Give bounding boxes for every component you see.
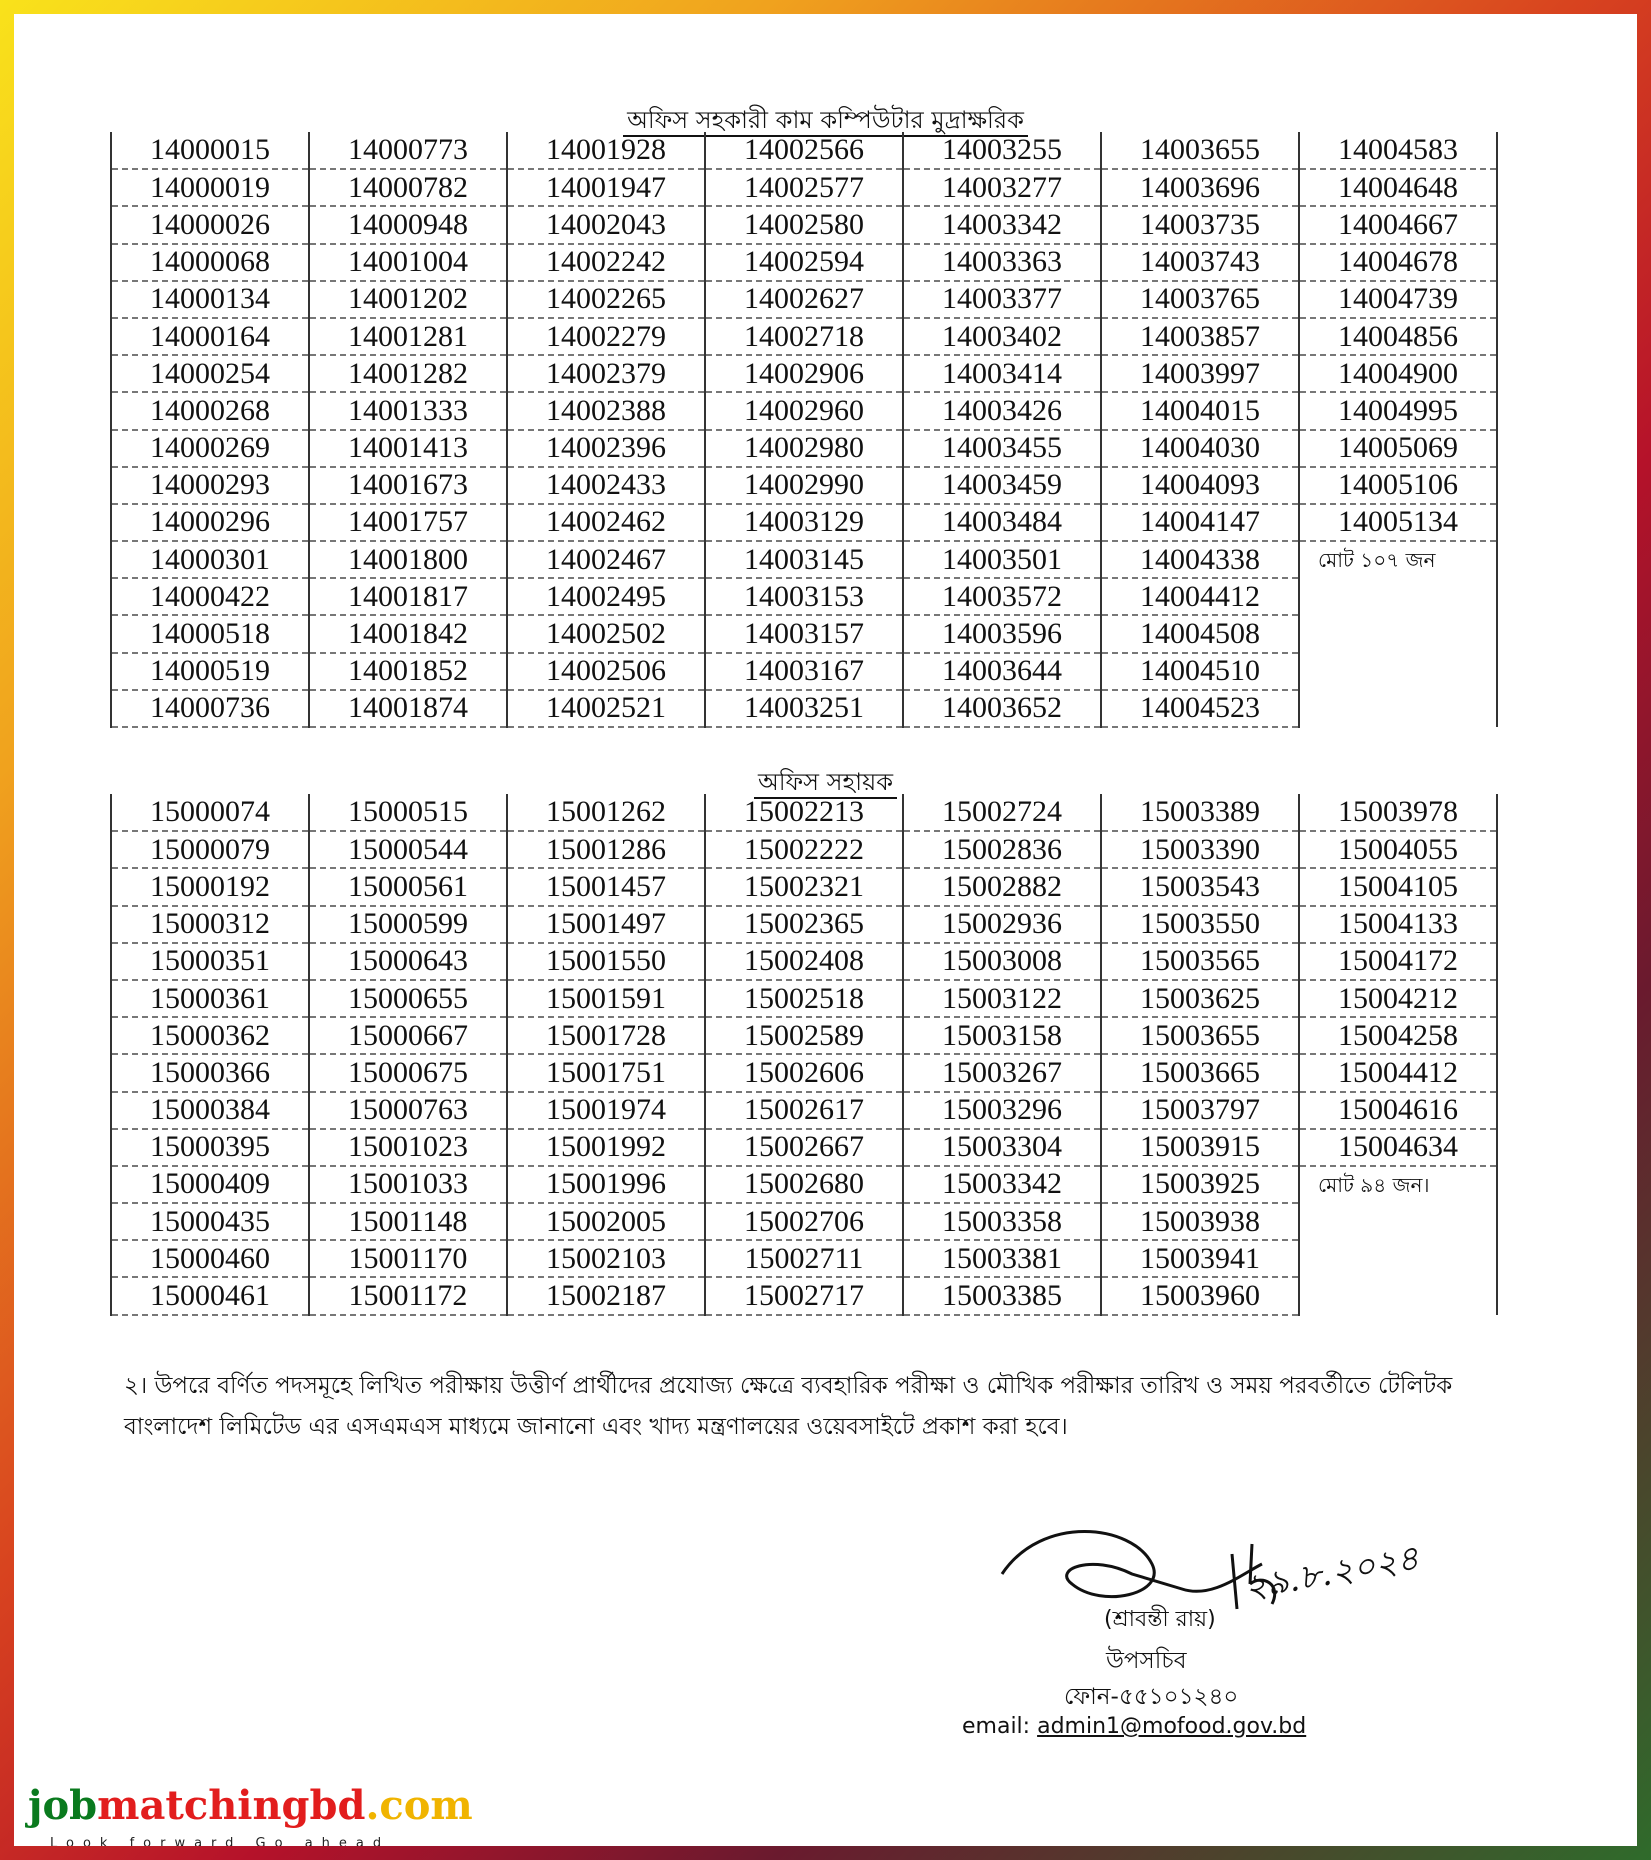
table-row — [111, 541, 1497, 578]
table-row — [111, 392, 1497, 429]
roll-number-cell: 15003304 — [903, 1129, 1101, 1166]
roll-number-cell: 14002242 — [507, 244, 705, 281]
roll-number-cell: 15003267 — [903, 1054, 1101, 1091]
roll-number-cell: 14005069 — [1299, 430, 1497, 467]
table-row — [111, 1277, 1497, 1314]
table-row — [111, 1203, 1497, 1240]
roll-number-cell: 14002467 — [507, 541, 705, 578]
roll-number-cell: 14000019 — [111, 169, 309, 206]
roll-number-cell: 14003153 — [705, 578, 903, 615]
roll-number-cell: 15003550 — [1101, 906, 1299, 943]
roll-number-cell: 14002265 — [507, 281, 705, 318]
roll-number-cell: 14002594 — [705, 244, 903, 281]
roll-number-cell: 15002213 — [705, 794, 903, 831]
roll-number-cell: 14003414 — [903, 355, 1101, 392]
empty-cell — [1299, 578, 1497, 615]
roll-number-cell: 14000254 — [111, 355, 309, 392]
roll-number-cell: 14004856 — [1299, 318, 1497, 355]
roll-number-cell: 14002980 — [705, 430, 903, 467]
signatory-name: (শ্রাবন্তী রায়) — [1104, 1607, 1216, 1632]
roll-number-cell: 14002960 — [705, 392, 903, 429]
roll-number-cell: 14000736 — [111, 690, 309, 727]
roll-number-cell: 15000409 — [111, 1166, 309, 1203]
roll-number-cell: 15003925 — [1101, 1166, 1299, 1203]
roll-number-cell: 14002379 — [507, 355, 705, 392]
roll-number-cell: 14002577 — [705, 169, 903, 206]
roll-number-cell: 15002103 — [507, 1240, 705, 1277]
roll-number-cell: 14003652 — [903, 690, 1101, 727]
roll-number-cell: 15002711 — [705, 1240, 903, 1277]
roll-number-cell: 14000134 — [111, 281, 309, 318]
table-row — [111, 1017, 1497, 1054]
roll-number-cell: 15000461 — [111, 1277, 309, 1314]
roll-number-cell: 15004105 — [1299, 868, 1497, 905]
roll-number-cell: 15003915 — [1101, 1129, 1299, 1166]
roll-number-cell: 15003543 — [1101, 868, 1299, 905]
roll-number-cell: 15002617 — [705, 1092, 903, 1129]
roll-number-cell: 14002718 — [705, 318, 903, 355]
roll-number-cell: 14003735 — [1101, 206, 1299, 243]
roll-number-cell: 15002717 — [705, 1277, 903, 1314]
roll-number-cell: 14004900 — [1299, 355, 1497, 392]
roll-number-cell: 14003459 — [903, 467, 1101, 504]
roll-number-cell: 14003167 — [705, 653, 903, 690]
roll-number-cell: 14003857 — [1101, 318, 1299, 355]
roll-number-cell: 14002396 — [507, 430, 705, 467]
roll-number-cell: 15002936 — [903, 906, 1101, 943]
signature-date: ২৯.৮.২০২৪ — [1241, 1538, 1422, 1609]
roll-number-cell: 15001591 — [507, 980, 705, 1017]
table-row — [111, 281, 1497, 318]
roll-number-cell: 14000773 — [309, 132, 507, 169]
roll-number-cell: 15003158 — [903, 1017, 1101, 1054]
roll-number-cell: 15003797 — [1101, 1092, 1299, 1129]
roll-number-cell: 15000362 — [111, 1017, 309, 1054]
roll-number-cell: 15001497 — [507, 906, 705, 943]
roll-number-cell: 14001281 — [309, 318, 507, 355]
roll-number-cell: 14003255 — [903, 132, 1101, 169]
roll-number-cell: 15003938 — [1101, 1203, 1299, 1240]
roll-number-cell: 15003342 — [903, 1166, 1101, 1203]
roll-number-cell: 14003696 — [1101, 169, 1299, 206]
roll-number-cell: 14003484 — [903, 504, 1101, 541]
roll-number-cell: 15001457 — [507, 868, 705, 905]
roll-number-cell: 14001757 — [309, 504, 507, 541]
roll-number-cell: 14000301 — [111, 541, 309, 578]
roll-number-cell: 15002222 — [705, 831, 903, 868]
roll-number-cell: 14000164 — [111, 318, 309, 355]
roll-number-cell: 14002462 — [507, 504, 705, 541]
roll-number-cell: 14004338 — [1101, 541, 1299, 578]
roll-number-cell: 15000395 — [111, 1129, 309, 1166]
section-title-text: অফিস সহায়ক — [754, 768, 897, 799]
roll-number-cell: 14001202 — [309, 281, 507, 318]
roll-number-cell: 14001004 — [309, 244, 507, 281]
roll-number-cell: 15004212 — [1299, 980, 1497, 1017]
total-count: মোট ৯৪ জন। — [1299, 1166, 1497, 1203]
table-row — [111, 1092, 1497, 1129]
roll-number-cell: 15001023 — [309, 1129, 507, 1166]
table-row — [111, 690, 1497, 727]
roll-number-cell: 15002724 — [903, 794, 1101, 831]
table-row — [111, 578, 1497, 615]
roll-number-cell: 14003743 — [1101, 244, 1299, 281]
roll-number-cell: 14004648 — [1299, 169, 1497, 206]
signatory-email — [962, 1714, 1306, 1739]
roll-number-cell: 15003565 — [1101, 943, 1299, 980]
roll-number-cell: 15002005 — [507, 1203, 705, 1240]
roll-number-cell: 14003644 — [903, 653, 1101, 690]
roll-number-cell: 15000667 — [309, 1017, 507, 1054]
section-title-text: অফিস সহকারী কাম কম্পিউটার মুদ্রাক্ষরিক — [623, 106, 1028, 137]
empty-cell — [1299, 1240, 1497, 1277]
roll-number-cell: 14000293 — [111, 467, 309, 504]
roll-number-cell: 14000948 — [309, 206, 507, 243]
roll-number-cell: 15003390 — [1101, 831, 1299, 868]
roll-number-cell: 15002589 — [705, 1017, 903, 1054]
roll-number-cell: 14001842 — [309, 615, 507, 652]
roll-number-cell: 14003426 — [903, 392, 1101, 429]
notice-paragraph: ২। উপরে বর্ণিত পদসমূহে লিখিত পরীক্ষায় উত্তীর্ণ প্রার্থীদের প্রযোজ্য ক্ষেত্রে ব্যবহারিক পরীক্ষা ও মৌখিক পরীক্ষার তারিখ ও সময় পরবর্তীতে টেলিটক বাংলাদেশ লিমিটেড এর এসএমএস মাধ্যমে জানানো এবং খাদ্য মন্ত্রণালয়ের ওয়েবসাইটে প্রকাশ করা হবে। — [124, 1373, 1453, 1440]
roll-number-cell: 14002627 — [705, 281, 903, 318]
roll-number-cell: 15002365 — [705, 906, 903, 943]
roll-number-cell: 14001282 — [309, 355, 507, 392]
roll-number-cell: 15003358 — [903, 1203, 1101, 1240]
roll-number-cell: 14004667 — [1299, 206, 1497, 243]
table-row — [111, 1240, 1497, 1277]
roll-number-cell: 15001992 — [507, 1129, 705, 1166]
empty-cell — [1299, 615, 1497, 652]
roll-number-cell: 15000192 — [111, 868, 309, 905]
roll-number-cell: 14004147 — [1101, 504, 1299, 541]
table-row — [111, 794, 1497, 831]
roll-number-cell: 14000068 — [111, 244, 309, 281]
roll-number-cell: 14004523 — [1101, 690, 1299, 727]
email-address-link[interactable]: admin1@mofood.gov.bd — [1037, 1714, 1307, 1739]
roll-number-cell: 14003251 — [705, 690, 903, 727]
roll-table-office-helper — [110, 794, 1498, 1316]
logo-part-job: job — [28, 1782, 98, 1829]
roll-number-cell: 15002667 — [705, 1129, 903, 1166]
table-row — [111, 831, 1497, 868]
roll-number-cell: 14003655 — [1101, 132, 1299, 169]
document-page — [14, 14, 1637, 1846]
table-row — [111, 355, 1497, 392]
roll-number-cell: 15002680 — [705, 1166, 903, 1203]
roll-number-cell: 15001550 — [507, 943, 705, 980]
roll-number-cell: 15004634 — [1299, 1129, 1497, 1166]
roll-number-cell: 15003385 — [903, 1277, 1101, 1314]
roll-number-cell: 15000351 — [111, 943, 309, 980]
table-row — [111, 1054, 1497, 1091]
roll-number-cell: 15003296 — [903, 1092, 1101, 1129]
roll-number-cell: 14003402 — [903, 318, 1101, 355]
roll-number-cell: 14000519 — [111, 653, 309, 690]
roll-number-cell: 15002882 — [903, 868, 1101, 905]
roll-number-cell: 14004678 — [1299, 244, 1497, 281]
roll-number-cell: 15002518 — [705, 980, 903, 1017]
roll-number-cell: 15000643 — [309, 943, 507, 980]
table-row — [111, 868, 1497, 905]
roll-number-cell: 15002606 — [705, 1054, 903, 1091]
signatory-designation: উপসচিব — [1106, 1648, 1187, 1674]
roll-number-cell: 14002279 — [507, 318, 705, 355]
roll-number-cell: 14003572 — [903, 578, 1101, 615]
roll-number-cell: 14003377 — [903, 281, 1101, 318]
roll-number-cell: 14004015 — [1101, 392, 1299, 429]
total-count: মোট ১০৭ জন — [1299, 541, 1497, 578]
roll-number-cell: 15004616 — [1299, 1092, 1497, 1129]
roll-number-cell: 14001800 — [309, 541, 507, 578]
roll-number-cell: 15003389 — [1101, 794, 1299, 831]
table-row — [111, 906, 1497, 943]
roll-number-cell: 14004412 — [1101, 578, 1299, 615]
table-row — [111, 1129, 1497, 1166]
roll-number-cell: 14004739 — [1299, 281, 1497, 318]
roll-number-cell: 14003277 — [903, 169, 1101, 206]
roll-number-cell: 14002990 — [705, 467, 903, 504]
roll-number-cell: 14003129 — [705, 504, 903, 541]
roll-number-cell: 15000361 — [111, 980, 309, 1017]
roll-number-cell: 15003381 — [903, 1240, 1101, 1277]
roll-number-cell: 15001996 — [507, 1166, 705, 1203]
roll-number-cell: 15000544 — [309, 831, 507, 868]
roll-number-cell: 15002706 — [705, 1203, 903, 1240]
site-watermark-logo — [28, 1782, 473, 1829]
roll-number-cell: 15003625 — [1101, 980, 1299, 1017]
roll-number-cell: 14003157 — [705, 615, 903, 652]
roll-number-cell: 14001673 — [309, 467, 507, 504]
roll-number-cell: 14000269 — [111, 430, 309, 467]
table-row — [111, 318, 1497, 355]
logo-tagline: Look forward Go ahead — [50, 1836, 391, 1846]
logo-part-domain: .com — [365, 1782, 473, 1829]
roll-number-cell: 15003665 — [1101, 1054, 1299, 1091]
roll-number-cell: 14000782 — [309, 169, 507, 206]
table-row — [111, 467, 1497, 504]
roll-number-cell: 14000026 — [111, 206, 309, 243]
roll-number-cell: 14001817 — [309, 578, 507, 615]
roll-number-cell: 14003145 — [705, 541, 903, 578]
roll-number-cell: 14000296 — [111, 504, 309, 541]
roll-number-cell: 15002321 — [705, 868, 903, 905]
table-row — [111, 244, 1497, 281]
empty-cell — [1299, 1277, 1497, 1314]
roll-number-cell: 14000268 — [111, 392, 309, 429]
roll-number-cell: 15000599 — [309, 906, 507, 943]
table-row — [111, 943, 1497, 980]
roll-number-cell: 14005106 — [1299, 467, 1497, 504]
roll-number-cell: 14004508 — [1101, 615, 1299, 652]
roll-number-cell: 14000518 — [111, 615, 309, 652]
roll-number-cell: 15002408 — [705, 943, 903, 980]
table-row — [111, 132, 1497, 169]
roll-number-cell: 14003765 — [1101, 281, 1299, 318]
logo-part-matching: matchingbd — [97, 1782, 366, 1829]
roll-number-cell: 15000460 — [111, 1240, 309, 1277]
roll-number-cell: 14000422 — [111, 578, 309, 615]
roll-number-cell: 15003655 — [1101, 1017, 1299, 1054]
roll-number-cell: 15001728 — [507, 1017, 705, 1054]
roll-number-cell: 14003342 — [903, 206, 1101, 243]
roll-number-cell: 15000074 — [111, 794, 309, 831]
roll-number-cell: 15003122 — [903, 980, 1101, 1017]
roll-number-cell: 14001852 — [309, 653, 507, 690]
roll-number-cell: 15000655 — [309, 980, 507, 1017]
roll-table-office-assistant-computer-typist — [110, 132, 1498, 728]
roll-number-cell: 15004055 — [1299, 831, 1497, 868]
table-row — [111, 206, 1497, 243]
roll-number-cell: 15002187 — [507, 1277, 705, 1314]
roll-number-cell: 15003978 — [1299, 794, 1497, 831]
roll-number-cell: 14004510 — [1101, 653, 1299, 690]
roll-number-cell: 15003941 — [1101, 1240, 1299, 1277]
roll-number-cell: 15000561 — [309, 868, 507, 905]
roll-number-cell: 14003596 — [903, 615, 1101, 652]
roll-number-cell: 15000435 — [111, 1203, 309, 1240]
roll-number-cell: 15000763 — [309, 1092, 507, 1129]
roll-number-cell: 14003363 — [903, 244, 1101, 281]
table-row — [111, 430, 1497, 467]
roll-number-cell: 14001874 — [309, 690, 507, 727]
roll-number-cell: 14004995 — [1299, 392, 1497, 429]
roll-number-cell: 15001170 — [309, 1240, 507, 1277]
roll-number-cell: 15001974 — [507, 1092, 705, 1129]
roll-number-cell: 14001947 — [507, 169, 705, 206]
roll-number-cell: 14002495 — [507, 578, 705, 615]
table-row — [111, 169, 1497, 206]
roll-number-cell: 15003008 — [903, 943, 1101, 980]
roll-number-cell: 14003455 — [903, 430, 1101, 467]
roll-number-cell: 14003501 — [903, 541, 1101, 578]
roll-number-cell: 15000079 — [111, 831, 309, 868]
roll-number-cell: 14002506 — [507, 653, 705, 690]
roll-number-cell: 14002043 — [507, 206, 705, 243]
signatory-phone: ফোন-৫৫১০১২৪০ — [1064, 1684, 1239, 1710]
roll-number-cell: 14001333 — [309, 392, 507, 429]
roll-number-cell: 15002836 — [903, 831, 1101, 868]
empty-cell — [1299, 1203, 1497, 1240]
roll-number-cell: 15001286 — [507, 831, 705, 868]
table-row — [111, 615, 1497, 652]
email-label: email: — [962, 1714, 1031, 1739]
roll-number-cell: 14005134 — [1299, 504, 1497, 541]
table-row — [111, 980, 1497, 1017]
table-row — [111, 653, 1497, 690]
roll-number-cell: 14002521 — [507, 690, 705, 727]
roll-number-cell: 14000015 — [111, 132, 309, 169]
roll-number-cell: 15000675 — [309, 1054, 507, 1091]
table-row — [111, 1166, 1497, 1203]
roll-number-cell: 15003960 — [1101, 1277, 1299, 1314]
table-row — [111, 504, 1497, 541]
roll-number-cell: 15004258 — [1299, 1017, 1497, 1054]
roll-number-cell: 14002566 — [705, 132, 903, 169]
roll-number-cell: 15000366 — [111, 1054, 309, 1091]
empty-cell — [1299, 690, 1497, 727]
roll-number-cell: 15000384 — [111, 1092, 309, 1129]
roll-number-cell: 15004133 — [1299, 906, 1497, 943]
roll-number-cell: 14002580 — [705, 206, 903, 243]
roll-number-cell: 15001148 — [309, 1203, 507, 1240]
roll-number-cell: 15004172 — [1299, 943, 1497, 980]
roll-number-cell: 15001262 — [507, 794, 705, 831]
roll-number-cell: 14001928 — [507, 132, 705, 169]
empty-cell — [1299, 653, 1497, 690]
roll-number-cell: 14001413 — [309, 430, 507, 467]
roll-number-cell: 14004030 — [1101, 430, 1299, 467]
roll-number-cell: 14002502 — [507, 615, 705, 652]
roll-number-cell: 15000312 — [111, 906, 309, 943]
roll-number-cell: 14004093 — [1101, 467, 1299, 504]
roll-number-cell: 14002433 — [507, 467, 705, 504]
roll-number-cell: 15001172 — [309, 1277, 507, 1314]
roll-number-cell: 15001033 — [309, 1166, 507, 1203]
roll-number-cell: 15004412 — [1299, 1054, 1497, 1091]
roll-number-cell: 15001751 — [507, 1054, 705, 1091]
roll-number-cell: 14004583 — [1299, 132, 1497, 169]
roll-number-cell: 14002388 — [507, 392, 705, 429]
roll-number-cell: 14003997 — [1101, 355, 1299, 392]
roll-number-cell: 14002906 — [705, 355, 903, 392]
roll-number-cell: 15000515 — [309, 794, 507, 831]
